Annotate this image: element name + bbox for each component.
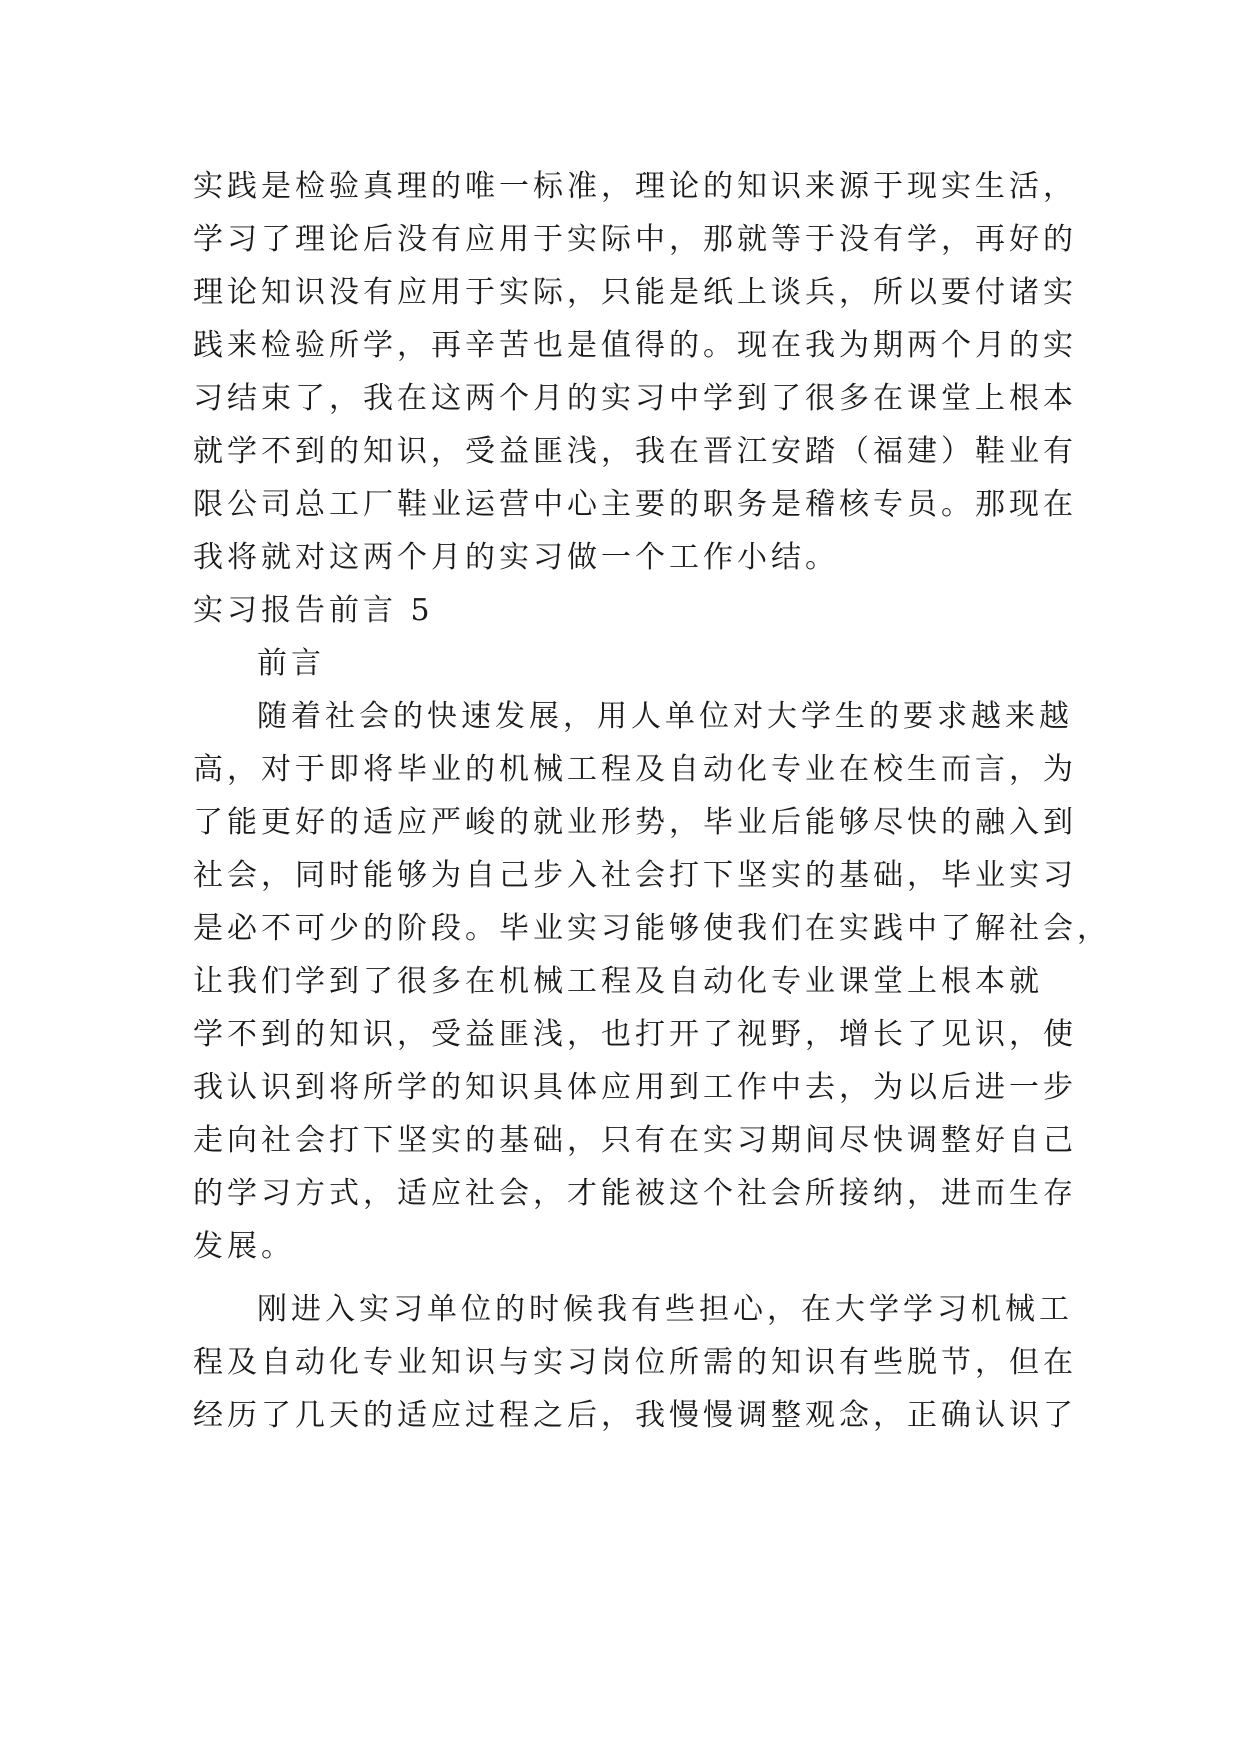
text-line: 学习了理论后没有应用于实际中，那就等于没有学，再好的: [193, 222, 1077, 257]
text-line: 我认识到将所学的知识具体应用到工作中去，为以后进一步: [193, 1070, 1077, 1105]
section-heading: 实习报告前言 5: [193, 593, 434, 628]
text-line: 程及自动化专业知识与实习岗位所需的知识有些脱节，但在: [193, 1345, 1077, 1380]
paragraph-internship-start: [193, 1283, 1077, 1442]
text-line: 走向社会打下坚实的基础，只有在实习期间尽快调整好自己: [193, 1123, 1077, 1158]
text-line: 是必不可少的阶段。毕业实习能够使我们在实践中了解社会，: [193, 911, 1111, 946]
text-line: 理论知识没有应用于实际，只能是纸上谈兵，所以要付诸实: [193, 275, 1077, 310]
text-line: 发展。: [193, 1229, 295, 1264]
text-line: 让我们学到了很多在机械工程及自动化专业课堂上根本就: [193, 964, 1043, 999]
text-line: 刚进入实习单位的时候我有些担心，在大学学习机械工: [257, 1292, 1073, 1327]
text-line: 实践是检验真理的唯一标准，理论的知识来源于现实生活，: [193, 169, 1077, 204]
paragraph-foreword: [193, 690, 1111, 1273]
text-line: 的学习方式，适应社会，才能被这个社会所接纳，进而生存: [193, 1176, 1077, 1211]
text-line: 社会，同时能够为自己步入社会打下坚实的基础，毕业实习: [193, 858, 1077, 893]
text-line: 学不到的知识，受益匪浅，也打开了视野，增长了见识，使: [193, 1017, 1077, 1052]
text-line: 了能更好的适应严峻的就业形势，毕业后能够尽快的融入到: [193, 805, 1077, 840]
text-line: 随着社会的快速发展，用人单位对大学生的要求越来越: [257, 699, 1073, 734]
text-line: 限公司总工厂鞋业运营中心主要的职务是稽核专员。那现在: [193, 487, 1077, 522]
text-line: 我将就对这两个月的实习做一个工作小结。: [193, 540, 839, 575]
text-line: 践来检验所学，再辛苦也是值得的。现在我为期两个月的实: [193, 328, 1077, 363]
text-line: 习结束了，我在这两个月的实习中学到了很多在课堂上根本: [193, 381, 1077, 416]
paragraph-intro: [193, 160, 1077, 584]
subheading: 前言: [257, 646, 325, 681]
document-body: [193, 160, 1111, 1442]
text-line: 就学不到的知识，受益匪浅，我在晋江安踏（福建）鞋业有: [193, 434, 1077, 469]
text-line: 经历了几天的适应过程之后，我慢慢调整观念，正确认识了: [193, 1398, 1077, 1433]
text-line: 高，对于即将毕业的机械工程及自动化专业在校生而言，为: [193, 752, 1077, 787]
